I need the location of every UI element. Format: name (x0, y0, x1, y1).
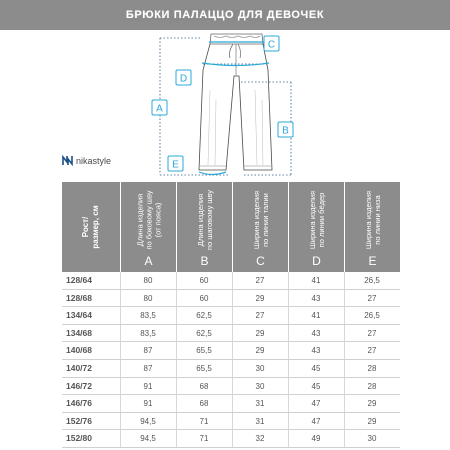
brand-name: nikastyle (76, 155, 112, 166)
header-col-c (232, 182, 288, 272)
value-cell: 60 (199, 293, 209, 303)
table-row (62, 413, 400, 431)
value-cell: 30 (255, 363, 265, 373)
value-cell: 65,5 (196, 346, 212, 356)
value-cell: 71 (199, 416, 209, 426)
value-cell: 47 (311, 399, 321, 409)
value-cell: 47 (311, 416, 321, 426)
value-cell: 27 (255, 311, 265, 321)
header-col-desc: Длина изделия по шаговому шву (195, 190, 214, 250)
value-cell: 27 (367, 328, 377, 338)
value-cell: 43 (311, 293, 321, 303)
value-cell: 29 (367, 399, 377, 409)
value-cell: 68 (199, 399, 209, 409)
value-cell: 30 (367, 434, 377, 444)
value-cell: 91 (143, 381, 153, 391)
header-col-letter: C (256, 254, 265, 268)
table-row (62, 360, 400, 378)
value-cell: 29 (255, 328, 265, 338)
size-cell: 140/68 (66, 345, 92, 356)
value-cell: 80 (143, 276, 153, 285)
label-e-text: E (172, 159, 179, 171)
table-row (62, 272, 400, 290)
value-cell: 49 (311, 434, 321, 444)
size-cell: 128/68 (66, 292, 92, 303)
header-col-letter: B (200, 254, 209, 268)
table-row (62, 342, 400, 360)
header-col-letter: E (368, 254, 377, 268)
value-cell: 41 (311, 311, 321, 321)
header-size (62, 182, 120, 272)
header-col-desc: Ширина изделия по линии бёдер (307, 190, 326, 250)
value-cell: 27 (367, 293, 377, 303)
header-col-desc: Ширина изделия по линии низа (363, 190, 382, 250)
table-row (62, 378, 400, 396)
label-a-text: A (156, 103, 163, 115)
value-cell: 71 (199, 434, 209, 444)
header-col-letter: A (144, 254, 153, 268)
header-col-a (120, 182, 176, 272)
value-cell: 62,5 (196, 311, 212, 321)
value-cell: 29 (255, 293, 265, 303)
value-cell: 27 (367, 346, 377, 356)
table-row (62, 395, 400, 413)
header-size-label: Рост/ размер, см (81, 205, 100, 249)
value-cell: 28 (367, 363, 377, 373)
table-row (62, 430, 400, 448)
value-cell: 87 (143, 363, 153, 373)
value-cell: 91 (143, 399, 153, 409)
page-title: БРЮКИ ПАЛАЦЦО ДЛЯ ДЕВОЧЕК (125, 9, 325, 21)
nikastyle-logo-icon (62, 155, 73, 166)
value-cell: 87 (143, 346, 153, 356)
value-cell: 65,5 (196, 363, 212, 373)
size-cell: 140/72 (66, 362, 92, 373)
size-cell: 128/64 (66, 275, 92, 285)
value-cell: 26,5 (364, 276, 380, 285)
title-bar (0, 0, 450, 30)
value-cell: 62,5 (196, 328, 212, 338)
value-cell: 43 (311, 346, 321, 356)
value-cell: 31 (255, 416, 265, 426)
size-cell: 152/76 (66, 415, 92, 426)
label-d-text: D (179, 73, 188, 85)
table-row (62, 307, 400, 325)
value-cell: 29 (367, 416, 377, 426)
value-cell: 60 (199, 276, 209, 285)
table-header (62, 182, 400, 272)
value-cell: 80 (143, 293, 153, 303)
value-cell: 28 (367, 381, 377, 391)
header-col-b (176, 182, 232, 272)
table-row (62, 325, 400, 343)
size-cell: 134/68 (66, 327, 92, 338)
header-col-letter: D (312, 254, 321, 268)
value-cell: 29 (255, 346, 265, 356)
header-col-desc: Длина изделия по боковому шву (от пояса) (135, 190, 162, 250)
value-cell: 83,5 (140, 328, 156, 338)
value-cell: 32 (255, 434, 265, 444)
size-cell: 146/76 (66, 398, 92, 409)
value-cell: 31 (255, 399, 265, 409)
value-cell: 30 (255, 381, 265, 391)
label-c-text: C (267, 39, 276, 51)
size-cell: 152/80 (66, 433, 92, 444)
size-cell: 134/64 (66, 310, 92, 321)
value-cell: 26,5 (364, 311, 380, 321)
value-cell: 43 (311, 328, 321, 338)
header-col-d (288, 182, 344, 272)
label-b-text: B (282, 125, 289, 137)
size-cell: 146/72 (66, 380, 92, 391)
value-cell: 94,5 (140, 416, 156, 426)
header-col-e (344, 182, 400, 272)
value-cell: 45 (311, 381, 321, 391)
brand (62, 155, 111, 166)
header-col-desc: Ширина изделия по линии талии (251, 190, 270, 250)
table-body (62, 272, 400, 448)
value-cell: 45 (311, 363, 321, 373)
pants-outline (199, 34, 272, 170)
table-row (62, 290, 400, 308)
size-table (62, 182, 400, 448)
value-cell: 94,5 (140, 434, 156, 444)
value-cell: 27 (255, 276, 265, 285)
value-cell: 83,5 (140, 311, 156, 321)
value-cell: 41 (311, 276, 321, 285)
value-cell: 68 (199, 381, 209, 391)
